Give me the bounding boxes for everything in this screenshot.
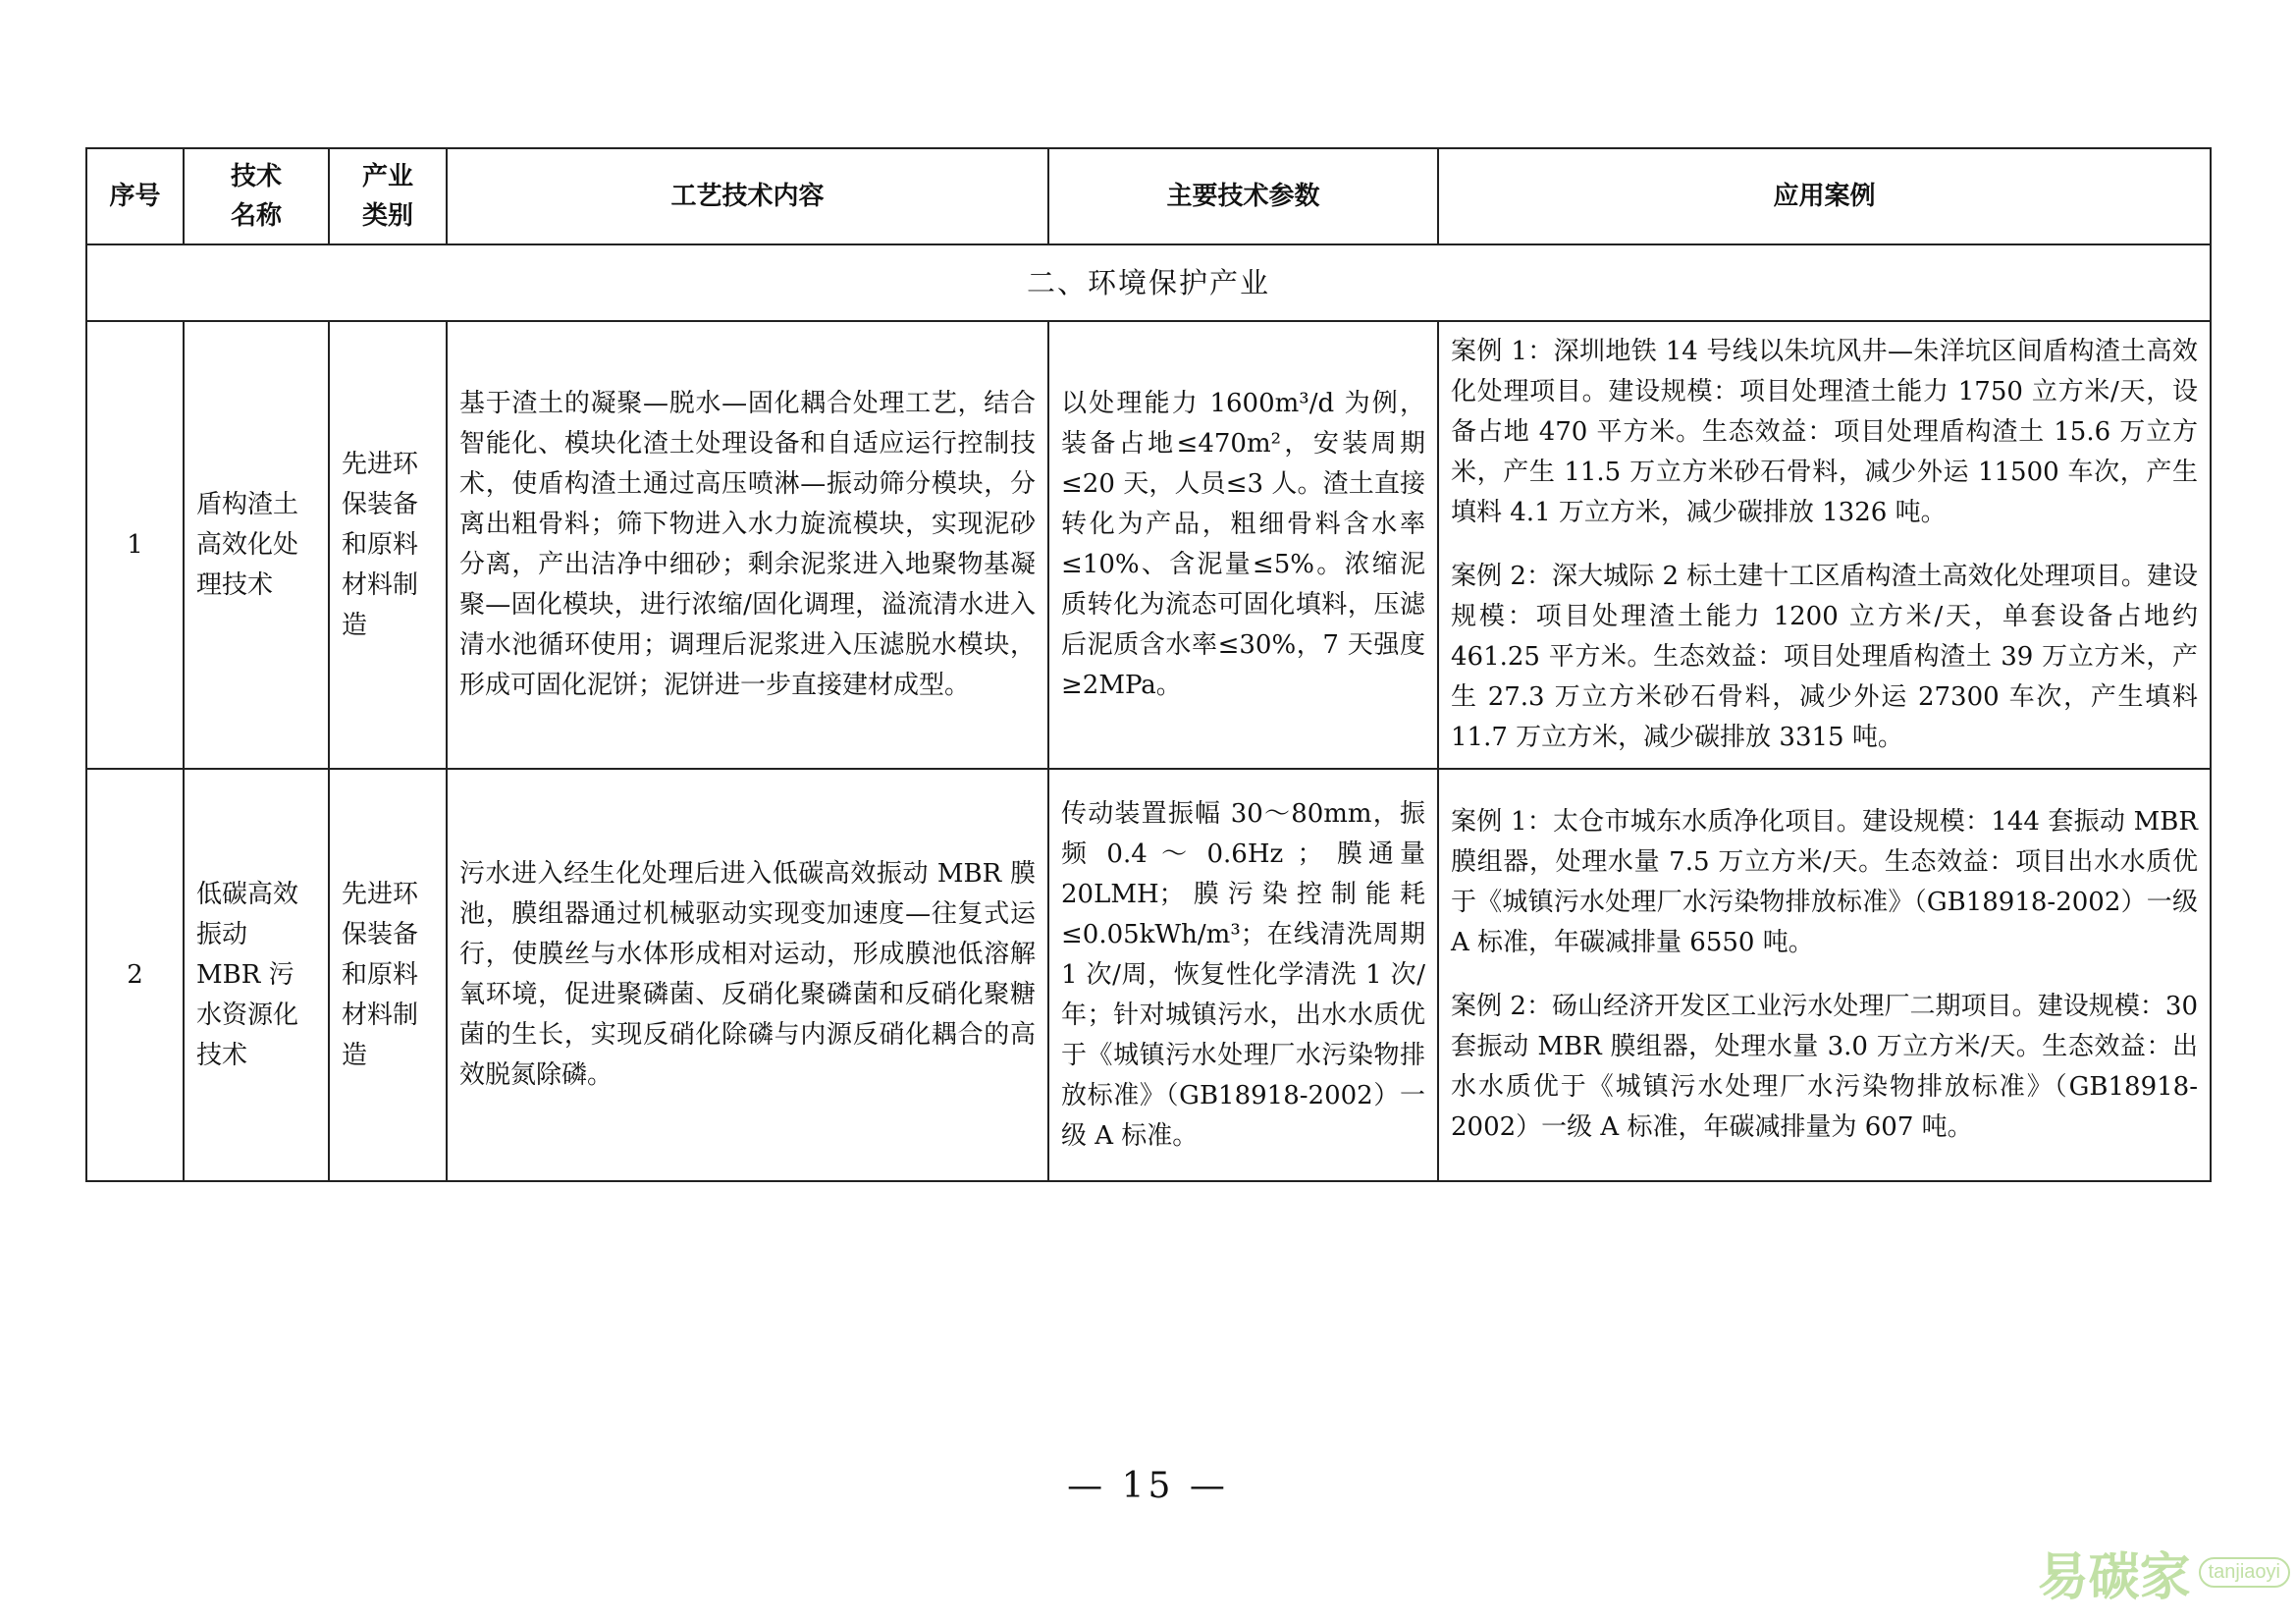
table-row	[86, 321, 2211, 769]
section-row	[86, 244, 2211, 321]
industry-category: 先进环保装备和原料材料制造	[329, 769, 447, 1181]
header-name: 技术 名称	[184, 148, 329, 244]
technology-name: 低碳高效振动 MBR 污水资源化技术	[184, 769, 329, 1181]
header-params: 主要技术参数	[1048, 148, 1438, 244]
technology-name: 盾构渣土高效化处理技术	[184, 321, 329, 769]
application-cases	[1438, 321, 2211, 769]
technology-table	[85, 147, 2212, 1182]
watermark-text: 易碳家	[2037, 1548, 2191, 1607]
table-row	[86, 769, 2211, 1181]
industry-category: 先进环保装备和原料材料制造	[329, 321, 447, 769]
header-process: 工艺技术内容	[447, 148, 1048, 244]
page-number: — 15 —	[1067, 1466, 1229, 1506]
header-category: 产业 类别	[329, 148, 447, 244]
case-1: 案例 1：深圳地铁 14 号线以朱坑风井—朱洋坑区间盾构渣土高效化处理项目。建设规模：项目处理渣土能力 1750 立方米/天，设备占地 470 平方米。生态效益：项目处理盾构渣土 15.6 万立方米，产生 11.5 万立方米砂石骨料，减少外运 11500 车次，产生填料 4.1 万立方米，减少碳排放 1326 吨。	[1451, 337, 2198, 527]
header-row	[86, 148, 2211, 244]
case-2: 案例 2：深大城际 2 标土建十工区盾构渣土高效化处理项目。建设规模：项目处理渣土能力 1200 立方米/天，单套设备占地约 461.25 平方米。生态效益：项目处理盾构渣土 39 万立方米，产生 27.3 万立方米砂石骨料，减少外运 27300 车次，产生填料 11.7 万立方米，减少碳排放 3315 吨。	[1451, 562, 2198, 752]
header-no: 序号	[86, 148, 184, 244]
technical-parameters: 传动装置振幅 30～80mm，振频 0.4 ～ 0.6Hz ； 膜通量 20LMH；膜污染控制能耗≤0.05kWh/m³；在线清洗周期 1 次/周，恢复性化学清洗 1 次/年；针对城镇污水，出水水质优于《城镇污水处理厂水污染物排放标准》（GB18918-2002）一级 A 标准。	[1048, 769, 1438, 1181]
application-cases	[1438, 769, 2211, 1181]
case-1: 案例 1：太仓市城东水质净化项目。建设规模：144 套振动 MBR 膜组器，处理水量 7.5 万立方米/天。生态效益：项目出水水质优于《城镇污水处理厂水污染物排放标准》（GB18918-2002）一级 A 标准，年碳减排量 6550 吨。	[1451, 807, 2198, 957]
row-number: 2	[86, 769, 184, 1181]
process-content: 基于渣土的凝聚—脱水—固化耦合处理工艺，结合智能化、模块化渣土处理设备和自适应运行控制技术，使盾构渣土通过高压喷淋—振动筛分模块，分离出粗骨料；筛下物进入水力旋流模块，实现泥砂分离，产出洁净中细砂；剩余泥浆进入地聚物基凝聚—固化模块，进行浓缩/固化调理，溢流清水进入清水池循环使用；调理后泥浆进入压滤脱水模块，形成可固化泥饼；泥饼进一步直接建材成型。	[447, 321, 1048, 769]
header-cases: 应用案例	[1438, 148, 2211, 244]
section-title: 二、环境保护产业	[86, 244, 2211, 321]
row-number: 1	[86, 321, 184, 769]
process-content: 污水进入经生化处理后进入低碳高效振动 MBR 膜池，膜组器通过机械驱动实现变加速度—往复式运行，使膜丝与水体形成相对运动，形成膜池低溶解氧环境，促进聚磷菌、反硝化聚磷菌和反硝化聚糖菌的生长，实现反硝化除磷与内源反硝化耦合的高效脱氮除磷。	[447, 769, 1048, 1181]
watermark-badge: tanjiaoyi	[2199, 1557, 2290, 1588]
technical-parameters: 以处理能力 1600m³/d 为例，装备占地≤470m²，安装周期≤20 天，人员≤3 人。渣土直接转化为产品，粗细骨料含水率≤10%、含泥量≤5%。浓缩泥质转化为流态可固化填料，压滤后泥质含水率≤30%，7 天强度≥2MPa。	[1048, 321, 1438, 769]
case-2: 案例 2：砀山经济开发区工业污水处理厂二期项目。建设规模：30 套振动 MBR 膜组器，处理水量 3.0 万立方米/天。生态效益：出水水质优于《城镇污水处理厂水污染物排放标准》（GB18918-2002）一级 A 标准，年碳减排量为 607 吨。	[1451, 992, 2198, 1142]
watermark-logo	[2038, 1536, 2290, 1609]
